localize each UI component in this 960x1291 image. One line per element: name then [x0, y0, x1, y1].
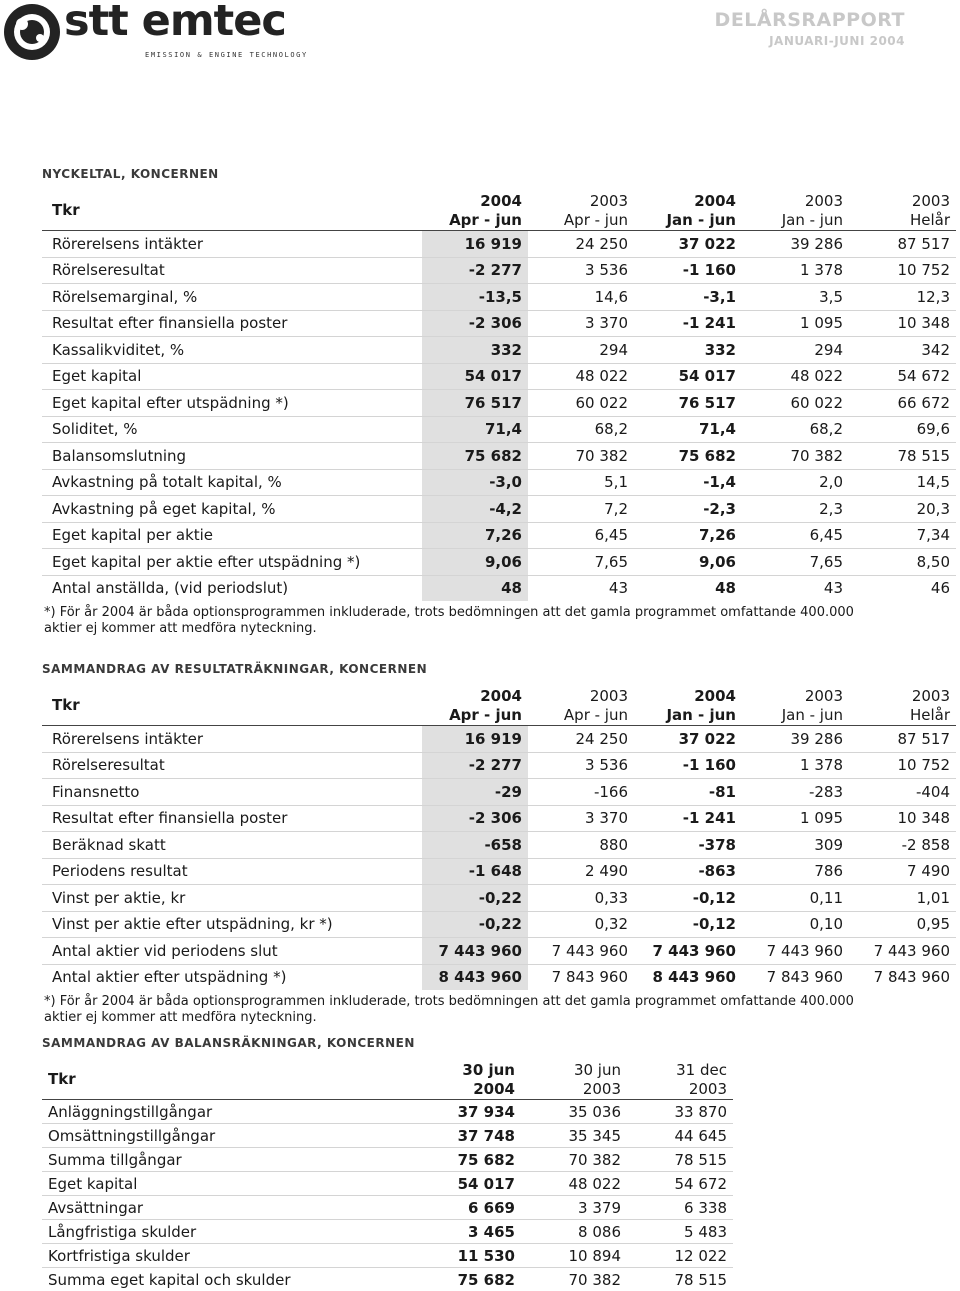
table-row — [42, 337, 956, 364]
section-title: NYCKELTAL, KONCERNEN — [42, 167, 956, 181]
table-cell: 309 — [742, 832, 849, 859]
table-cell: 7 490 — [849, 858, 956, 885]
table-cell: 10 752 — [849, 752, 956, 779]
table-cell: -2 306 — [422, 310, 528, 337]
table-cell: 2,3 — [742, 496, 849, 523]
table-cell: -4,2 — [422, 496, 528, 523]
table-cell: -29 — [422, 779, 528, 806]
column-header: 2003 Helår — [849, 685, 956, 726]
table-cell: 294 — [528, 337, 634, 364]
table-row — [42, 1100, 733, 1124]
row-label: Eget kapital efter utspädning *) — [42, 390, 422, 417]
table-row — [42, 284, 956, 311]
table-cell: 6 669 — [415, 1196, 521, 1220]
column-header: 2004 Jan - jun — [634, 190, 742, 231]
table-row — [42, 1268, 733, 1291]
table-cell: 16 919 — [422, 231, 528, 258]
section-title: SAMMANDRAG AV RESULTATRÄKNINGAR, KONCERNEN — [42, 662, 956, 676]
row-label: Antal aktier efter utspädning *) — [42, 964, 422, 990]
table-cell: 10 752 — [849, 257, 956, 284]
table-cell: 14,6 — [528, 284, 634, 311]
nyckeltal-table — [42, 190, 956, 601]
table-cell: 786 — [742, 858, 849, 885]
table-cell: 24 250 — [528, 231, 634, 258]
column-header: 2003 Apr - jun — [528, 190, 634, 231]
table-row — [42, 779, 956, 806]
table-cell: 0,10 — [742, 911, 849, 938]
table-cell: 48 022 — [742, 363, 849, 390]
tkr-label: Tkr — [42, 1059, 415, 1100]
table-cell: 1 378 — [742, 752, 849, 779]
table-cell: 7,65 — [528, 549, 634, 576]
column-header: 2003 Helår — [849, 190, 956, 231]
table-row — [42, 938, 956, 965]
table-cell: 70 382 — [742, 443, 849, 470]
tkr-label: Tkr — [42, 190, 422, 231]
table-cell: 2 490 — [528, 858, 634, 885]
table-row — [42, 363, 956, 390]
table-cell: 60 022 — [528, 390, 634, 417]
table-cell: 7,34 — [849, 522, 956, 549]
row-label: Summa eget kapital och skulder — [42, 1268, 415, 1291]
table-cell: 7,65 — [742, 549, 849, 576]
table-row — [42, 1172, 733, 1196]
footnote: *) För år 2004 är båda optionsprogrammen inkluderade, trots bedömningen att det gamla programmet omfattande 400.000 aktier ej kommer att medföra nyteckning. — [42, 994, 954, 1026]
table-row — [42, 1148, 733, 1172]
section-nyckeltal — [42, 167, 956, 637]
table-cell: 87 517 — [849, 231, 956, 258]
row-label: Eget kapital — [42, 1172, 415, 1196]
table-row — [42, 964, 956, 990]
row-label: Eget kapital per aktie efter utspädning *) — [42, 549, 422, 576]
table-cell: 70 382 — [528, 443, 634, 470]
table-cell: 75 682 — [415, 1148, 521, 1172]
table-cell: -1 648 — [422, 858, 528, 885]
table-cell: 39 286 — [742, 726, 849, 753]
table-row — [42, 1244, 733, 1268]
table-row — [42, 726, 956, 753]
table-cell: 44 645 — [627, 1124, 733, 1148]
table-row — [42, 1196, 733, 1220]
table-cell: 39 286 — [742, 231, 849, 258]
section-resultatrakningar — [42, 662, 956, 1026]
row-label: Rörelseresultat — [42, 752, 422, 779]
row-label: Avkastning på totalt kapital, % — [42, 469, 422, 496]
table-cell: -1 241 — [634, 805, 742, 832]
table-cell: 7,26 — [422, 522, 528, 549]
table-cell: -2 858 — [849, 832, 956, 859]
table-cell: 37 022 — [634, 231, 742, 258]
row-label: Vinst per aktie, kr — [42, 885, 422, 912]
row-label: Antal aktier vid periodens slut — [42, 938, 422, 965]
table-cell: 0,11 — [742, 885, 849, 912]
row-label: Balansomslutning — [42, 443, 422, 470]
table-cell: 71,4 — [422, 416, 528, 443]
table-row — [42, 805, 956, 832]
table-cell: 7 443 960 — [849, 938, 956, 965]
table-cell: 54 017 — [415, 1172, 521, 1196]
table-cell: 9,06 — [634, 549, 742, 576]
table-cell: 66 672 — [849, 390, 956, 417]
table-cell: 7 443 960 — [634, 938, 742, 965]
logo-subtitle: EMISSION & ENGINE TECHNOLOGY — [145, 51, 308, 59]
table-cell: 68,2 — [742, 416, 849, 443]
table-cell: -1,4 — [634, 469, 742, 496]
row-label: Kortfristiga skulder — [42, 1244, 415, 1268]
table-cell: 24 250 — [528, 726, 634, 753]
table-cell: 54 017 — [634, 363, 742, 390]
row-label: Summa tillgångar — [42, 1148, 415, 1172]
table-cell: 3 536 — [528, 257, 634, 284]
table-cell: 12 022 — [627, 1244, 733, 1268]
row-label: Finansnetto — [42, 779, 422, 806]
table-cell: 3,5 — [742, 284, 849, 311]
table-cell: 43 — [528, 575, 634, 601]
table-cell: 46 — [849, 575, 956, 601]
table-cell: 35 345 — [521, 1124, 627, 1148]
table-row — [42, 310, 956, 337]
table-cell: 7 443 960 — [742, 938, 849, 965]
row-label: Långfristiga skulder — [42, 1220, 415, 1244]
column-header: 2003 Jan - jun — [742, 685, 849, 726]
row-label: Rörerelsens intäkter — [42, 231, 422, 258]
table-cell: 3 370 — [528, 805, 634, 832]
table-cell: -1 160 — [634, 257, 742, 284]
table-row — [42, 522, 956, 549]
table-cell: 75 682 — [415, 1268, 521, 1291]
table-cell: 3 536 — [528, 752, 634, 779]
logo-wordmark: stt emtec — [64, 0, 286, 46]
table-cell: 3 370 — [528, 310, 634, 337]
table-cell: 48 022 — [521, 1172, 627, 1196]
table-cell: 78 515 — [627, 1268, 733, 1291]
column-header: 2003 Apr - jun — [528, 685, 634, 726]
table-cell: 69,6 — [849, 416, 956, 443]
table-row — [42, 469, 956, 496]
table-cell: 78 515 — [627, 1148, 733, 1172]
table-cell: 78 515 — [849, 443, 956, 470]
table-cell: 60 022 — [742, 390, 849, 417]
table-cell: 2,0 — [742, 469, 849, 496]
table-cell: 7 843 960 — [849, 964, 956, 990]
table-cell: -2,3 — [634, 496, 742, 523]
table-header-row — [42, 1059, 733, 1100]
table-row — [42, 231, 956, 258]
table-cell: 332 — [634, 337, 742, 364]
resultatrakning-table — [42, 685, 956, 990]
report-period: JANUARI-JUNI 2004 — [715, 34, 905, 48]
table-cell: 0,33 — [528, 885, 634, 912]
footnote: *) För år 2004 är båda optionsprogrammen inkluderade, trots bedömningen att det gamla programmet omfattande 400.000 aktier ej kommer att medföra nyteckning. — [42, 605, 954, 637]
row-label: Periodens resultat — [42, 858, 422, 885]
table-cell: 70 382 — [521, 1268, 627, 1291]
column-header: 30 jun 2003 — [521, 1059, 627, 1100]
table-cell: 14,5 — [849, 469, 956, 496]
row-label: Beräknad skatt — [42, 832, 422, 859]
table-cell: 35 036 — [521, 1100, 627, 1124]
table-cell: 8 443 960 — [422, 964, 528, 990]
table-cell: 16 919 — [422, 726, 528, 753]
table-cell: -0,22 — [422, 885, 528, 912]
table-cell: 12,3 — [849, 284, 956, 311]
table-cell: 48 022 — [528, 363, 634, 390]
table-cell: -166 — [528, 779, 634, 806]
table-cell: 3 379 — [521, 1196, 627, 1220]
table-cell: 76 517 — [634, 390, 742, 417]
table-cell: 20,3 — [849, 496, 956, 523]
table-cell: 0,95 — [849, 911, 956, 938]
table-cell: 48 — [634, 575, 742, 601]
table-row — [42, 911, 956, 938]
table-cell: 1 095 — [742, 310, 849, 337]
table-row — [42, 549, 956, 576]
tkr-label: Tkr — [42, 685, 422, 726]
table-row — [42, 416, 956, 443]
table-header-row — [42, 190, 956, 231]
table-cell: 1 378 — [742, 257, 849, 284]
table-cell: 10 348 — [849, 310, 956, 337]
table-cell: 10 348 — [849, 805, 956, 832]
table-cell: -0,12 — [634, 885, 742, 912]
table-cell: 332 — [422, 337, 528, 364]
column-header: 30 jun 2004 — [415, 1059, 521, 1100]
row-label: Kassalikviditet, % — [42, 337, 422, 364]
table-cell: -283 — [742, 779, 849, 806]
table-cell: 48 — [422, 575, 528, 601]
row-label: Eget kapital — [42, 363, 422, 390]
table-cell: -2 277 — [422, 257, 528, 284]
row-label: Resultat efter finansiella poster — [42, 805, 422, 832]
table-cell: 5 483 — [627, 1220, 733, 1244]
table-cell: 37 022 — [634, 726, 742, 753]
table-row — [42, 575, 956, 601]
table-cell: 75 682 — [634, 443, 742, 470]
row-label: Rörerelsens intäkter — [42, 726, 422, 753]
table-row — [42, 1220, 733, 1244]
table-row — [42, 858, 956, 885]
table-cell: 3 465 — [415, 1220, 521, 1244]
table-cell: 7 443 960 — [528, 938, 634, 965]
row-label: Resultat efter finansiella poster — [42, 310, 422, 337]
column-header: 31 dec 2003 — [627, 1059, 733, 1100]
table-row — [42, 443, 956, 470]
table-cell: 54 672 — [849, 363, 956, 390]
column-header: 2003 Jan - jun — [742, 190, 849, 231]
table-cell: -2 277 — [422, 752, 528, 779]
table-cell: -0,12 — [634, 911, 742, 938]
table-cell: -378 — [634, 832, 742, 859]
table-cell: 6,45 — [742, 522, 849, 549]
section-title: SAMMANDRAG AV BALANSRÄKNINGAR, KONCERNEN — [42, 1036, 733, 1050]
table-cell: 37 748 — [415, 1124, 521, 1148]
column-header: 2004 Jan - jun — [634, 685, 742, 726]
table-cell: -13,5 — [422, 284, 528, 311]
company-logo — [2, 2, 302, 62]
table-cell: 7,2 — [528, 496, 634, 523]
table-cell: 75 682 — [422, 443, 528, 470]
column-header: 2004 Apr - jun — [422, 190, 528, 231]
table-cell: -658 — [422, 832, 528, 859]
table-row — [42, 832, 956, 859]
table-cell: 71,4 — [634, 416, 742, 443]
row-label: Rörelseresultat — [42, 257, 422, 284]
report-title: DELÅRSRAPPORT — [715, 9, 905, 31]
table-cell: 11 530 — [415, 1244, 521, 1268]
table-cell: 1,01 — [849, 885, 956, 912]
table-cell: -3,1 — [634, 284, 742, 311]
table-row — [42, 885, 956, 912]
table-cell: 7 843 960 — [528, 964, 634, 990]
table-row — [42, 496, 956, 523]
balansrakning-table — [42, 1059, 733, 1291]
table-cell: 6,45 — [528, 522, 634, 549]
table-cell: 54 017 — [422, 363, 528, 390]
table-cell: -3,0 — [422, 469, 528, 496]
row-label: Anläggningstillgångar — [42, 1100, 415, 1124]
table-cell: 342 — [849, 337, 956, 364]
table-cell: -2 306 — [422, 805, 528, 832]
report-title-block — [715, 9, 905, 48]
table-row — [42, 390, 956, 417]
row-label: Avkastning på eget kapital, % — [42, 496, 422, 523]
table-cell: 5,1 — [528, 469, 634, 496]
table-cell: -863 — [634, 858, 742, 885]
table-cell: 10 894 — [521, 1244, 627, 1268]
row-label: Soliditet, % — [42, 416, 422, 443]
row-label: Rörelsemarginal, % — [42, 284, 422, 311]
stt-emtec-logo-icon — [2, 2, 62, 62]
table-cell: 54 672 — [627, 1172, 733, 1196]
table-cell: 7 843 960 — [742, 964, 849, 990]
table-cell: 880 — [528, 832, 634, 859]
table-header-row — [42, 685, 956, 726]
table-cell: 87 517 — [849, 726, 956, 753]
row-label: Eget kapital per aktie — [42, 522, 422, 549]
row-label: Avsättningar — [42, 1196, 415, 1220]
table-cell: -1 241 — [634, 310, 742, 337]
table-cell: 0,32 — [528, 911, 634, 938]
table-cell: 1 095 — [742, 805, 849, 832]
table-cell: 43 — [742, 575, 849, 601]
table-cell: 9,06 — [422, 549, 528, 576]
table-cell: 6 338 — [627, 1196, 733, 1220]
row-label: Vinst per aktie efter utspädning, kr *) — [42, 911, 422, 938]
table-cell: 68,2 — [528, 416, 634, 443]
table-cell: 294 — [742, 337, 849, 364]
table-cell: -1 160 — [634, 752, 742, 779]
table-cell: 8,50 — [849, 549, 956, 576]
table-cell: 33 870 — [627, 1100, 733, 1124]
table-cell: -81 — [634, 779, 742, 806]
table-cell: 8 443 960 — [634, 964, 742, 990]
row-label: Antal anställda, (vid periodslut) — [42, 575, 422, 601]
table-row — [42, 257, 956, 284]
column-header: 2004 Apr - jun — [422, 685, 528, 726]
table-cell: 7 443 960 — [422, 938, 528, 965]
table-row — [42, 752, 956, 779]
table-cell: 70 382 — [521, 1148, 627, 1172]
table-cell: 8 086 — [521, 1220, 627, 1244]
table-cell: 7,26 — [634, 522, 742, 549]
table-cell: 76 517 — [422, 390, 528, 417]
table-cell: 37 934 — [415, 1100, 521, 1124]
section-balansrakningar — [42, 1036, 733, 1291]
table-cell: -0,22 — [422, 911, 528, 938]
table-row — [42, 1124, 733, 1148]
table-cell: -404 — [849, 779, 956, 806]
row-label: Omsättningstillgångar — [42, 1124, 415, 1148]
